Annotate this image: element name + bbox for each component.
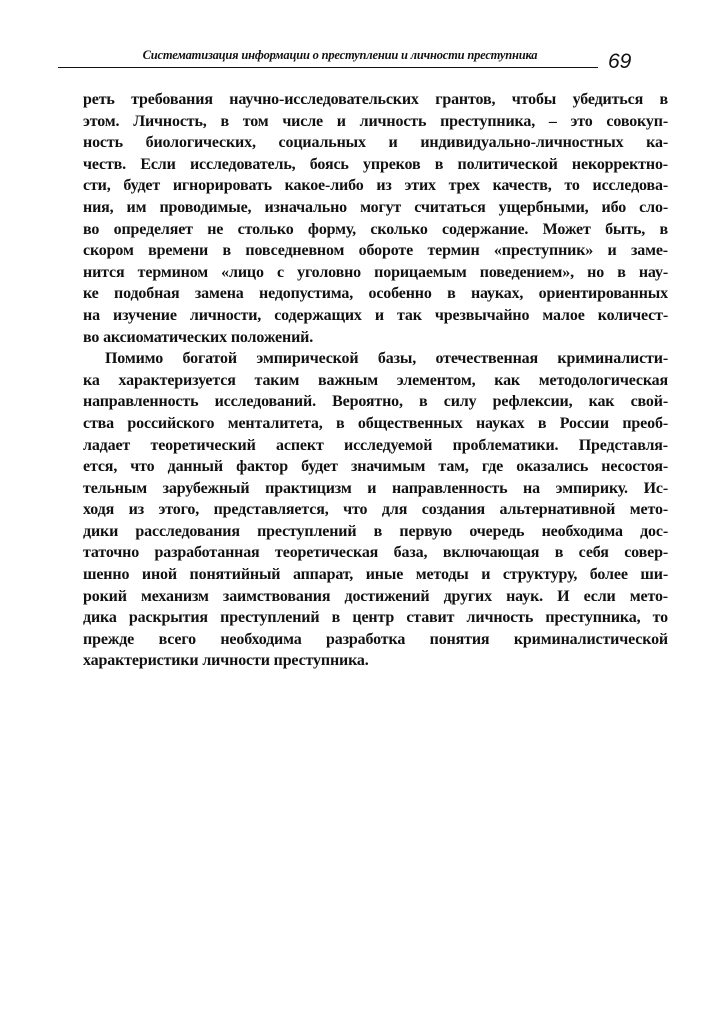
text-line: этом. Личность, в том числе и личность преступника, – это совокуп- xyxy=(83,112,668,130)
text-line: реть требования научно-исследовательских грантов, чтобы убедиться в xyxy=(83,91,668,108)
text-line: скором времени в повседневном обороте термин «преступник» и заме- xyxy=(83,242,668,260)
text-line: ния, им проводимые, изначально могут считаться ущербными, ибо сло- xyxy=(83,198,668,216)
text-line: прежде всего необходима разработка понятия криминалистической xyxy=(83,630,668,648)
text-line: ства российского менталитета, в общественных науках в России преоб- xyxy=(83,414,668,432)
text-line: ка характеризуется таким важным элементом, как методологическая xyxy=(83,371,668,389)
text-line: нится термином «лицо с уголовно порицаемым поведением», но в нау- xyxy=(83,263,668,281)
text-line: во определяет не столько форму, сколько содержание. Может быть, в xyxy=(83,220,668,238)
text-line: на изучение личности, содержащих и так чрезвычайно малое количест- xyxy=(83,306,668,324)
header-rule xyxy=(58,67,598,68)
text-line: шенно иной понятийный аппарат, иные методы и структуру, более ши- xyxy=(83,566,668,584)
text-line: ладает теоретический аспект исследуемой проблематики. Представля- xyxy=(83,436,668,454)
text-line: ется, что данный фактор будет значимым там, где оказались несостоя- xyxy=(83,458,668,476)
text-line: направленность исследований. Вероятно, в силу рефлексии, как свой- xyxy=(83,393,668,411)
text-line: рокий механизм заимствования достижений других наук. И если мето- xyxy=(83,587,668,605)
paragraph-1 xyxy=(83,89,668,348)
text-line: таточно разработанная теоретическая база, включающая в себя совер- xyxy=(83,544,668,562)
text-line: дики расследования преступлений в первую очередь необходима дос- xyxy=(83,522,668,540)
text-line: во аксиоматических положений. xyxy=(83,328,314,346)
body-text xyxy=(83,89,668,672)
text-line: характеристики личности преступника. xyxy=(83,652,369,670)
text-line: ке подобная замена недопустима, особенно в науках, ориентированных xyxy=(83,285,668,303)
text-line: ность биологических, социальных и индивидуально-личностных ка- xyxy=(83,134,668,152)
text-line: Помимо богатой эмпирической базы, отечественная криминалисти- xyxy=(105,350,668,368)
text-line: тельным зарубежный практицизм и направленность на эмпирику. Ис- xyxy=(83,479,668,497)
paragraph-2 xyxy=(83,348,668,672)
text-line: ходя из этого, представляется, что для создания альтернативной мето- xyxy=(83,501,668,519)
running-title: Систематизация информации о преступлении и личности преступника xyxy=(142,48,538,62)
text-line: честв. Если исследователь, боясь упреков в политической некорректно- xyxy=(83,155,668,173)
running-head xyxy=(90,48,610,68)
text-line: дика раскрытия преступлений в центр ставит личность преступника, то xyxy=(83,609,668,627)
page-number: 69 xyxy=(608,50,632,73)
text-line: сти, будет игнорировать какое-либо из этих трех качеств, то исследова- xyxy=(83,177,668,195)
